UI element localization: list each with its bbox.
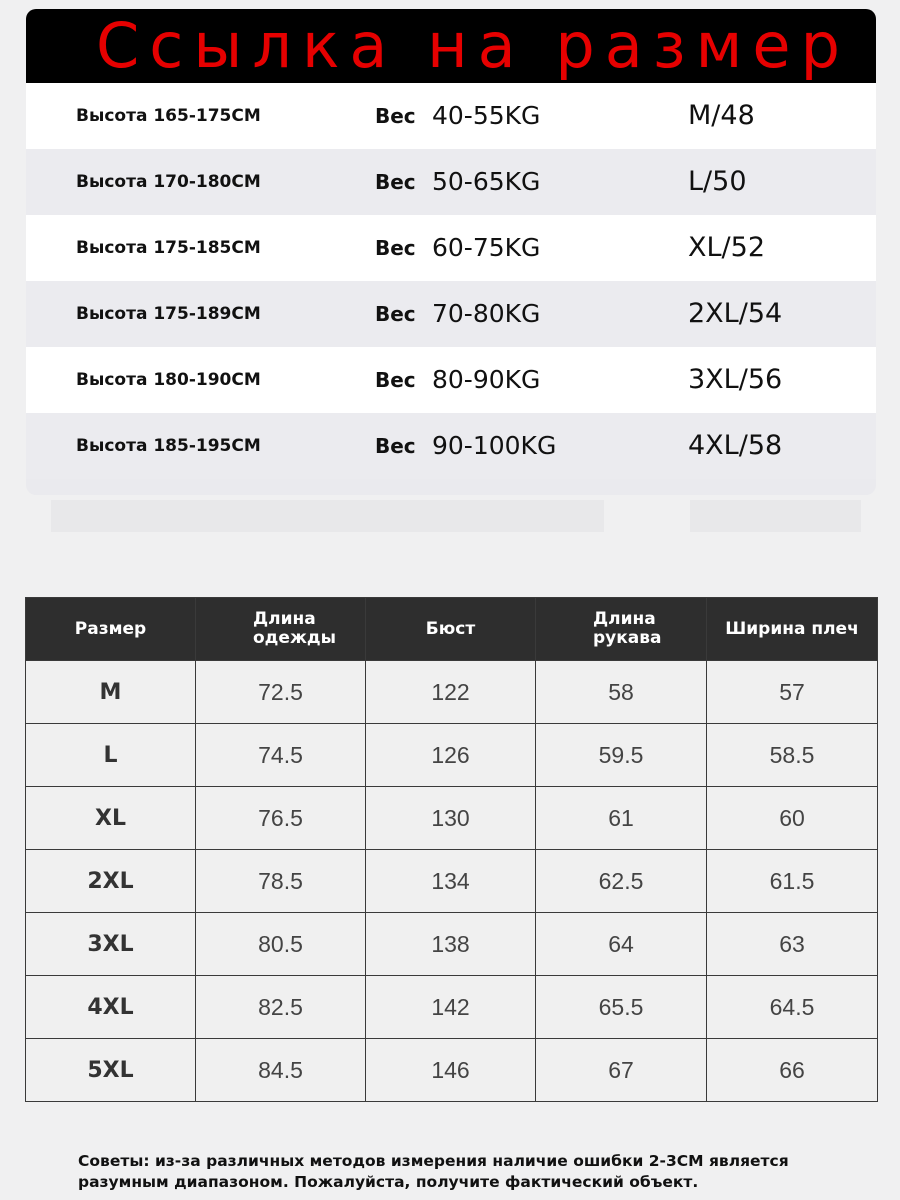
- weight-label: Вес: [375, 236, 416, 260]
- size-value: M/48: [688, 100, 755, 131]
- header-length: Длина одежды: [196, 598, 366, 661]
- value-cell: 62.5: [536, 850, 707, 913]
- value-cell: 80.5: [196, 913, 366, 976]
- weight-range: 40-55KG: [432, 101, 541, 130]
- value-cell: 61.5: [707, 850, 878, 913]
- header-sleeve: Длина рукава: [536, 598, 707, 661]
- header-shoulder: Ширина плеч: [707, 598, 878, 661]
- weight-range: 50-65KG: [432, 167, 541, 196]
- measurement-table: [25, 597, 878, 1102]
- reference-rows: [26, 83, 876, 479]
- value-cell: 58.5: [707, 724, 878, 787]
- value-cell: 61: [536, 787, 707, 850]
- weight-label: Вес: [375, 170, 416, 194]
- value-cell: 72.5: [196, 661, 366, 724]
- table-row: [26, 1039, 878, 1102]
- reference-row: [26, 83, 876, 149]
- weight-range: 90-100KG: [432, 431, 557, 460]
- faded-bar: [51, 500, 604, 532]
- size-cell: M: [26, 661, 196, 724]
- reference-row: [26, 413, 876, 479]
- value-cell: 66: [707, 1039, 878, 1102]
- value-cell: 84.5: [196, 1039, 366, 1102]
- value-cell: 78.5: [196, 850, 366, 913]
- value-cell: 58: [536, 661, 707, 724]
- value-cell: 65.5: [536, 976, 707, 1039]
- reference-row: [26, 215, 876, 281]
- value-cell: 67: [536, 1039, 707, 1102]
- table-header-row: [26, 598, 878, 661]
- value-cell: 122: [366, 661, 536, 724]
- reference-row: [26, 347, 876, 413]
- value-cell: 130: [366, 787, 536, 850]
- header-size: Размер: [26, 598, 196, 661]
- height-range: Высота 185-195CM: [76, 436, 261, 456]
- value-cell: 64.5: [707, 976, 878, 1039]
- weight-label: Вес: [375, 434, 416, 458]
- weight-label: Вес: [375, 368, 416, 392]
- table-row: [26, 913, 878, 976]
- value-cell: 63: [707, 913, 878, 976]
- weight-range: 60-75KG: [432, 233, 541, 262]
- size-reference-card: [26, 9, 876, 495]
- weight-label: Вес: [375, 104, 416, 128]
- value-cell: 64: [536, 913, 707, 976]
- height-range: Высота 170-180CM: [76, 172, 261, 192]
- height-range: Высота 175-189CM: [76, 304, 261, 324]
- weight-range: 80-90KG: [432, 365, 541, 394]
- value-cell: 82.5: [196, 976, 366, 1039]
- table-row: [26, 850, 878, 913]
- size-cell: L: [26, 724, 196, 787]
- size-value: L/50: [688, 166, 747, 197]
- value-cell: 74.5: [196, 724, 366, 787]
- value-cell: 134: [366, 850, 536, 913]
- height-range: Высота 165-175CM: [76, 106, 261, 126]
- height-range: Высота 180-190CM: [76, 370, 261, 390]
- faded-bar: [690, 500, 861, 532]
- size-cell: 4XL: [26, 976, 196, 1039]
- value-cell: 126: [366, 724, 536, 787]
- value-cell: 142: [366, 976, 536, 1039]
- reference-title: Ссылка на размер: [26, 9, 876, 83]
- table-row: [26, 787, 878, 850]
- size-cell: 5XL: [26, 1039, 196, 1102]
- table-row: [26, 724, 878, 787]
- size-value: XL/52: [688, 232, 765, 263]
- size-cell: XL: [26, 787, 196, 850]
- size-value: 3XL/56: [688, 364, 783, 395]
- table-row: [26, 976, 878, 1039]
- value-cell: 138: [366, 913, 536, 976]
- height-range: Высота 175-185CM: [76, 238, 261, 258]
- weight-label: Вес: [375, 302, 416, 326]
- header-bust: Бюст: [366, 598, 536, 661]
- value-cell: 59.5: [536, 724, 707, 787]
- reference-row: [26, 149, 876, 215]
- value-cell: 57: [707, 661, 878, 724]
- value-cell: 60: [707, 787, 878, 850]
- value-cell: 146: [366, 1039, 536, 1102]
- measurement-note: Советы: из-за различных методов измерения наличие ошибки 2-3CM является разумным диапазоном. Пожалуйста, получите фактический объект.: [78, 1152, 789, 1191]
- value-cell: 76.5: [196, 787, 366, 850]
- reference-row: [26, 281, 876, 347]
- size-value: 2XL/54: [688, 298, 783, 329]
- size-value: 4XL/58: [688, 430, 783, 461]
- table-row: [26, 661, 878, 724]
- size-cell: 3XL: [26, 913, 196, 976]
- weight-range: 70-80KG: [432, 299, 541, 328]
- size-cell: 2XL: [26, 850, 196, 913]
